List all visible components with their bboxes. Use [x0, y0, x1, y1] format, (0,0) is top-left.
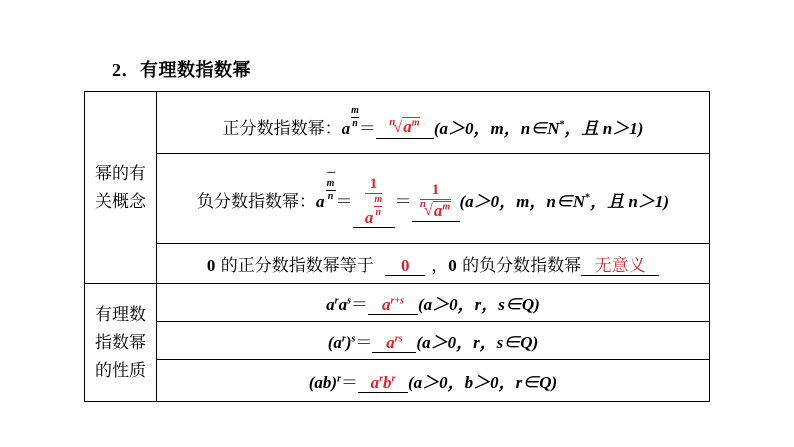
negative-base: a [316, 191, 325, 211]
frac1-den-exp-den: n [375, 206, 382, 218]
category-properties-line3: 的性质 [95, 360, 146, 381]
positive-base: a [341, 118, 351, 138]
positive-exponent-cell [157, 92, 710, 154]
prop2-lhs-close: ) [345, 332, 352, 352]
prop2-lhs-open: (a [327, 332, 342, 352]
property-3-cell [157, 360, 710, 402]
positive-exp-num: m [351, 104, 359, 116]
negative-exponent-fraction [326, 169, 336, 202]
prop2-equals: ＝ [355, 332, 373, 353]
category-properties-line2: 指数幂 [95, 332, 146, 353]
row-negative-exponent [85, 154, 710, 244]
prop2-lhs-r: r [341, 333, 346, 344]
category-properties [85, 284, 157, 402]
zero-exponent-cell [157, 244, 710, 284]
positive-radicand-base: a [403, 117, 412, 137]
frac1-denominator [365, 193, 382, 228]
row-property-3 [85, 360, 710, 402]
positive-condition-open: (a＞0，m，n∈N [433, 118, 560, 138]
negative-exponent-cell [157, 154, 710, 244]
prop1-lhs-s: s [347, 295, 351, 306]
zero-2: 0 [448, 255, 457, 275]
frac1-den-exponent [374, 195, 382, 218]
negative-exp-num: m [326, 177, 335, 189]
category-concepts [85, 92, 157, 284]
frac2-radicand-exp: m [442, 201, 451, 213]
positive-root-index: n [389, 115, 396, 128]
positive-condition-star: * [559, 119, 565, 130]
negative-exponent-label: 负分数指数幂： [197, 191, 316, 212]
prop3-ans-r1: r [379, 373, 383, 384]
section-heading [112, 56, 251, 82]
frac1-numerator: 1 [369, 175, 378, 192]
prop3-equals: ＝ [341, 372, 358, 393]
frac2-denominator [420, 199, 451, 221]
prop2-answer [372, 334, 416, 354]
prop1-equals: ＝ [350, 294, 368, 315]
positive-equals: ＝ [358, 118, 376, 139]
prop2-lhs-s: s [351, 333, 356, 344]
positive-exponent-fraction [351, 106, 359, 129]
radical-icon: √ [424, 201, 433, 219]
prop1-ans-base: a [381, 294, 391, 314]
negative-condition-star: * [585, 191, 591, 203]
frac2-numerator: 1 [431, 182, 440, 199]
property-1-cell [157, 284, 710, 322]
positive-answer-root [389, 117, 420, 137]
prop1-lhs-a: a [326, 294, 335, 314]
prop1-lhs-a2: a [338, 294, 348, 314]
negative-equals-1: ＝ [335, 191, 353, 212]
positive-exponent-label: 正分数指数幂： [222, 118, 342, 139]
prop1-lhs-r: r [334, 295, 339, 306]
zero-1: 0 [206, 255, 216, 275]
property-2-cell [157, 322, 710, 360]
negative-exp-sign: － [325, 167, 336, 179]
negative-condition-open: (a＞0，m，n∈N [459, 191, 586, 211]
row-positive-exponent [85, 92, 710, 154]
zero-answer-1: 0 [385, 257, 425, 277]
prop1-condition: (a＞0，r，s∈Q) [417, 294, 540, 314]
frac2-root-index: n [419, 198, 427, 211]
prop2-ans-base: a [386, 332, 395, 352]
category-concepts-line2: 关概念 [95, 191, 146, 212]
positive-condition-close: ，且 n＞1) [564, 118, 644, 138]
zero-text-2: 的负分数指数幂 [456, 255, 582, 276]
positive-exp-den: n [352, 117, 358, 129]
zero-text-1: 的正分数指数幂等于 [215, 255, 374, 276]
prop3-ans-r2: r [391, 373, 396, 384]
negative-equals-2: ＝ [394, 191, 412, 212]
prop2-ans-exp: rs [394, 333, 403, 344]
section-title: 有理数指数幂 [140, 60, 251, 81]
row-zero-exponent [85, 244, 710, 284]
zero-separator: ， [431, 255, 449, 276]
frac2-radicand-base: a [433, 200, 443, 220]
positive-answer-blank [376, 117, 434, 139]
category-concepts-line1: 幂的有 [95, 163, 146, 184]
row-property-1 [85, 284, 710, 322]
row-property-2 [85, 322, 710, 360]
negative-answer-blank-1 [353, 177, 395, 229]
section-number: 2． [112, 60, 140, 80]
prop3-condition: (a＞0，b＞0，r∈Q) [408, 372, 558, 392]
prop3-lhs-r: r [337, 373, 341, 384]
prop3-ans-a: a [370, 372, 380, 392]
frac2-radicand [433, 201, 451, 220]
prop1-answer [368, 296, 418, 316]
negative-condition-close: ，且 n＞1) [590, 191, 669, 211]
negative-exp-num-wrap [326, 169, 336, 189]
prop3-answer [358, 374, 408, 394]
negative-exp-den: n [327, 190, 334, 202]
rational-exponent-table [84, 91, 710, 402]
negative-answer-fraction-2 [420, 183, 451, 221]
positive-radicand [402, 117, 420, 137]
frac2-root [419, 198, 451, 220]
positive-radicand-exp: m [411, 117, 420, 129]
prop3-ans-b: b [383, 372, 392, 392]
frac1-den-exp-num: m [374, 193, 383, 205]
category-properties-line1: 有理数 [95, 304, 146, 325]
prop2-condition: (a＞0，r，s∈Q) [416, 332, 539, 352]
prop3-lhs: (ab) [308, 372, 338, 392]
frac1-den-base: a [364, 207, 374, 227]
zero-answer-2: 无意义 [581, 257, 659, 277]
negative-answer-blank-2 [412, 183, 460, 222]
prop1-ans-exp: r+s [390, 295, 404, 306]
radical-icon: √ [393, 119, 403, 137]
negative-answer-fraction-1 [365, 177, 382, 228]
